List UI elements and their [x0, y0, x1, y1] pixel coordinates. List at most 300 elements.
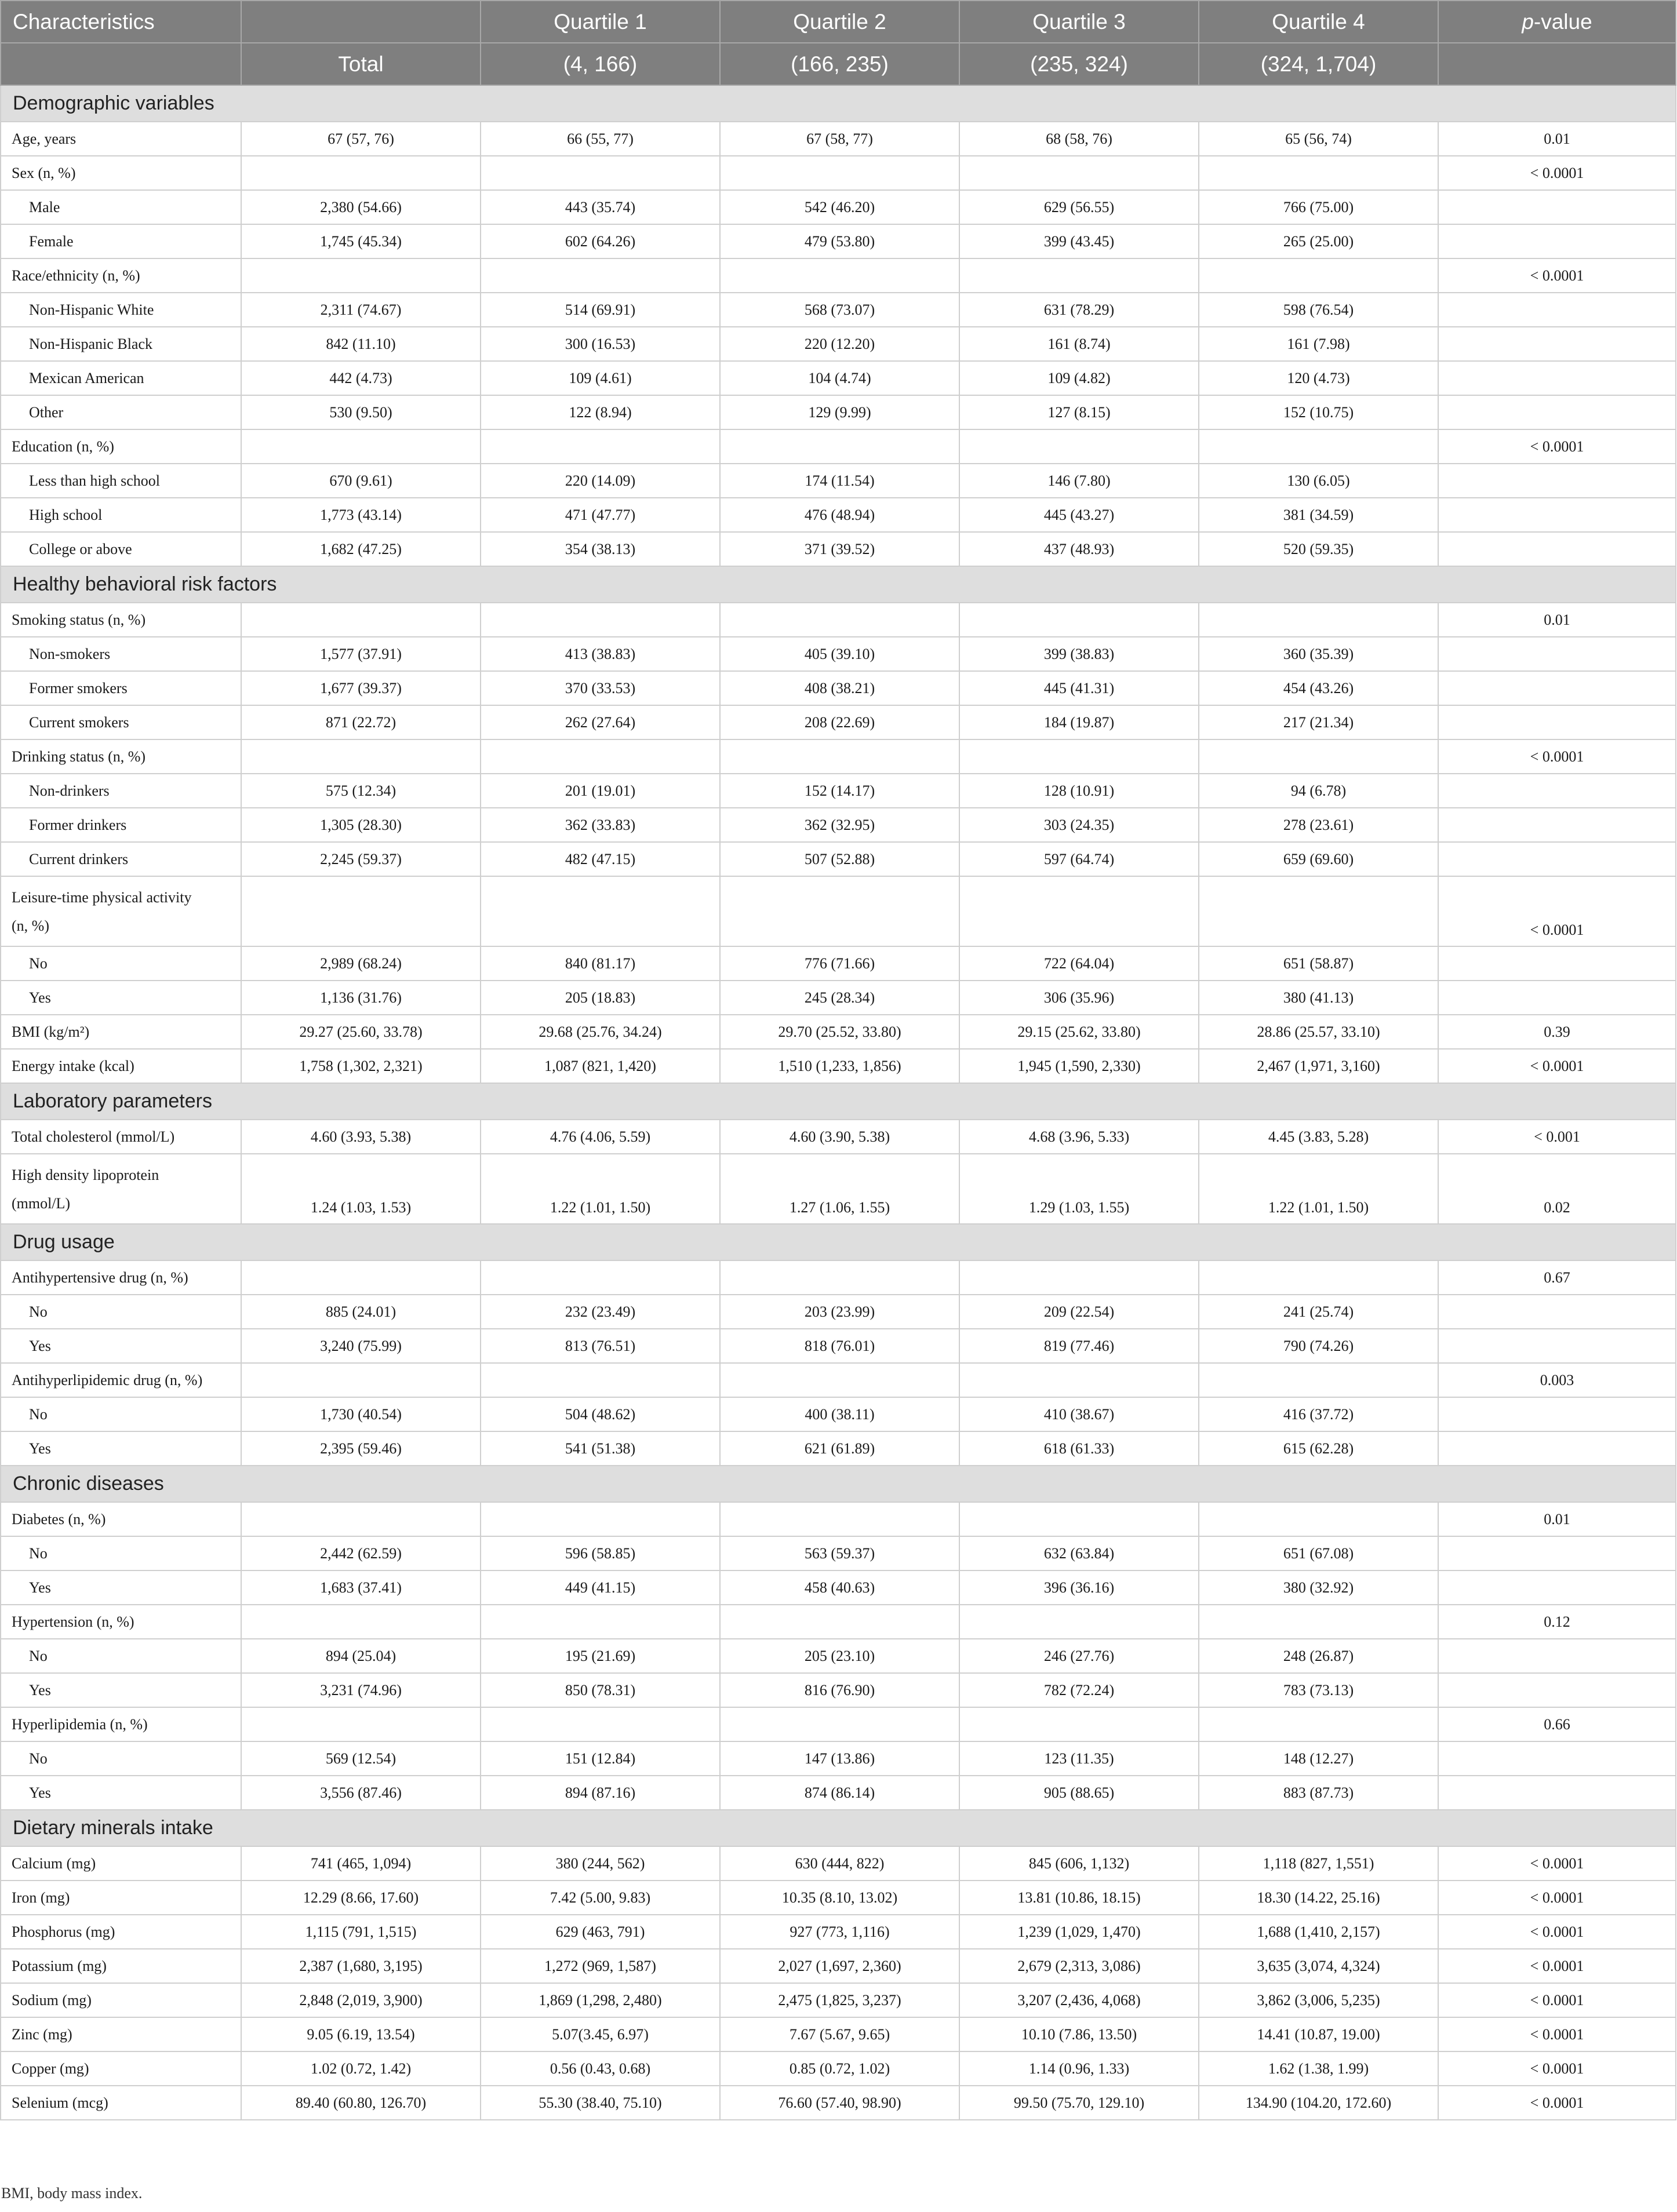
- cell-pvalue: [1438, 637, 1676, 671]
- cell-quartile-4: [1199, 429, 1438, 464]
- cell-quartile-1: [481, 429, 720, 464]
- table-row: [1, 1397, 1676, 1431]
- cell-quartile-1: 1,869 (1,298, 2,480): [481, 1983, 720, 2017]
- cell-total: [241, 1707, 481, 1741]
- cell-quartile-3: 399 (43.45): [959, 224, 1199, 258]
- table-row: [1, 464, 1676, 498]
- row-label: Education (n, %): [1, 429, 241, 464]
- section-row: [1, 1810, 1676, 1846]
- cell-pvalue: < 0.0001: [1438, 429, 1676, 464]
- cell-total: 1,682 (47.25): [241, 532, 481, 566]
- cell-quartile-3: 246 (27.76): [959, 1639, 1199, 1673]
- cell-pvalue: [1438, 981, 1676, 1015]
- cell-total: 575 (12.34): [241, 774, 481, 808]
- cell-quartile-2: 2,027 (1,697, 2,360): [720, 1949, 959, 1983]
- cell-quartile-1: 4.76 (4.06, 5.59): [481, 1120, 720, 1154]
- cell-quartile-2: 152 (14.17): [720, 774, 959, 808]
- table-row: [1, 1915, 1676, 1949]
- cell-quartile-4: 278 (23.61): [1199, 808, 1438, 842]
- row-label: Mexican American: [1, 361, 241, 395]
- cell-total: 29.27 (25.60, 33.78): [241, 1015, 481, 1049]
- cell-quartile-4: 380 (41.13): [1199, 981, 1438, 1015]
- cell-quartile-3: 99.50 (75.70, 129.10): [959, 2086, 1199, 2120]
- row-label: Female: [1, 224, 241, 258]
- cell-total: 2,311 (74.67): [241, 293, 481, 327]
- cell-quartile-4: [1199, 1707, 1438, 1741]
- cell-quartile-3: 629 (56.55): [959, 190, 1199, 224]
- cell-quartile-2: [720, 1363, 959, 1397]
- cell-quartile-2: [720, 1502, 959, 1536]
- cell-quartile-1: 596 (58.85): [481, 1536, 720, 1570]
- row-label: Hypertension (n, %): [1, 1605, 241, 1639]
- cell-quartile-3: 1,945 (1,590, 2,330): [959, 1049, 1199, 1083]
- cell-total: 885 (24.01): [241, 1295, 481, 1329]
- cell-quartile-4: 265 (25.00): [1199, 224, 1438, 258]
- cell-pvalue: < 0.0001: [1438, 1881, 1676, 1915]
- cell-quartile-4: 120 (4.73): [1199, 361, 1438, 395]
- table-row: [1, 808, 1676, 842]
- cell-quartile-4: [1199, 1260, 1438, 1295]
- cell-quartile-1: 232 (23.49): [481, 1295, 720, 1329]
- row-label: No: [1, 946, 241, 981]
- cell-total: 1,773 (43.14): [241, 498, 481, 532]
- cell-quartile-4: 615 (62.28): [1199, 1431, 1438, 1466]
- cell-quartile-2: 76.60 (57.40, 98.90): [720, 2086, 959, 2120]
- cell-total: 530 (9.50): [241, 395, 481, 429]
- cell-quartile-1: 220 (14.09): [481, 464, 720, 498]
- cell-quartile-1: 122 (8.94): [481, 395, 720, 429]
- table-row: [1, 1431, 1676, 1466]
- cell-quartile-2: 104 (4.74): [720, 361, 959, 395]
- cell-quartile-4: 14.41 (10.87, 19.00): [1199, 2017, 1438, 2051]
- cell-quartile-3: 782 (72.24): [959, 1673, 1199, 1707]
- cell-quartile-4: 651 (58.87): [1199, 946, 1438, 981]
- cell-quartile-4: 1,118 (827, 1,551): [1199, 1846, 1438, 1881]
- table-body: [1, 85, 1676, 2120]
- section-heading: Laboratory parameters: [1, 1083, 1676, 1120]
- cell-total: 1,683 (37.41): [241, 1570, 481, 1605]
- cell-quartile-3: 4.68 (3.96, 5.33): [959, 1120, 1199, 1154]
- table-row: [1, 1673, 1676, 1707]
- cell-quartile-3: 306 (35.96): [959, 981, 1199, 1015]
- cell-quartile-2: [720, 876, 959, 946]
- cell-total: 4.60 (3.93, 5.38): [241, 1120, 481, 1154]
- cell-total: 3,240 (75.99): [241, 1329, 481, 1363]
- cell-quartile-4: [1199, 258, 1438, 293]
- cell-pvalue: [1438, 946, 1676, 981]
- cell-quartile-3: [959, 429, 1199, 464]
- cell-quartile-1: 151 (12.84): [481, 1741, 720, 1776]
- cell-quartile-3: 209 (22.54): [959, 1295, 1199, 1329]
- cell-quartile-3: 597 (64.74): [959, 842, 1199, 876]
- table-row: [1, 1295, 1676, 1329]
- cell-quartile-1: [481, 258, 720, 293]
- section-row: [1, 1083, 1676, 1120]
- header-quartile-2-range: (166, 235): [720, 43, 959, 85]
- cell-quartile-2: 563 (59.37): [720, 1536, 959, 1570]
- cell-total: 1.24 (1.03, 1.53): [241, 1154, 481, 1224]
- header-quartile-4-range: (324, 1,704): [1199, 43, 1438, 85]
- cell-quartile-4: 152 (10.75): [1199, 395, 1438, 429]
- section-row: [1, 85, 1676, 122]
- table-row: [1, 1049, 1676, 1083]
- row-label-line-1: Leisure-time physical activity: [12, 888, 192, 906]
- cell-total: 670 (9.61): [241, 464, 481, 498]
- table-row: [1, 293, 1676, 327]
- cell-quartile-3: [959, 1502, 1199, 1536]
- table-row: [1, 327, 1676, 361]
- table-row: [1, 2086, 1676, 2120]
- cell-quartile-2: 205 (23.10): [720, 1639, 959, 1673]
- cell-quartile-1: [481, 739, 720, 774]
- cell-quartile-2: 7.67 (5.67, 9.65): [720, 2017, 959, 2051]
- cell-pvalue: < 0.0001: [1438, 739, 1676, 774]
- row-label: Hyperlipidemia (n, %): [1, 1707, 241, 1741]
- cell-quartile-2: 1,510 (1,233, 1,856): [720, 1049, 959, 1083]
- cell-quartile-2: [720, 603, 959, 637]
- cell-quartile-4: [1199, 1605, 1438, 1639]
- cell-total: 9.05 (6.19, 13.54): [241, 2017, 481, 2051]
- cell-quartile-4: 790 (74.26): [1199, 1329, 1438, 1363]
- row-label: Non-Hispanic White: [1, 293, 241, 327]
- cell-pvalue: < 0.0001: [1438, 258, 1676, 293]
- cell-total: 2,442 (62.59): [241, 1536, 481, 1570]
- row-label: Iron (mg): [1, 1881, 241, 1915]
- section-row: [1, 1466, 1676, 1502]
- cell-quartile-1: 29.68 (25.76, 34.24): [481, 1015, 720, 1049]
- cell-quartile-1: 602 (64.26): [481, 224, 720, 258]
- cell-pvalue: [1438, 1329, 1676, 1363]
- cell-pvalue: [1438, 705, 1676, 739]
- header-pvalue-italic: p: [1522, 9, 1534, 34]
- cell-quartile-3: 905 (88.65): [959, 1776, 1199, 1810]
- table-row: [1, 671, 1676, 705]
- row-label: High school: [1, 498, 241, 532]
- table-header: [1, 1, 1676, 85]
- row-label: No: [1, 1536, 241, 1570]
- row-label: Current smokers: [1, 705, 241, 739]
- cell-quartile-4: 1,688 (1,410, 2,157): [1199, 1915, 1438, 1949]
- row-label: Yes: [1, 1673, 241, 1707]
- cell-total: 871 (22.72): [241, 705, 481, 739]
- cell-quartile-2: 0.85 (0.72, 1.02): [720, 2051, 959, 2086]
- cell-quartile-1: 380 (244, 562): [481, 1846, 720, 1881]
- cell-quartile-1: 894 (87.16): [481, 1776, 720, 1810]
- table-row: [1, 774, 1676, 808]
- cell-pvalue: 0.66: [1438, 1707, 1676, 1741]
- cell-quartile-2: 479 (53.80): [720, 224, 959, 258]
- cell-quartile-3: 2,679 (2,313, 3,086): [959, 1949, 1199, 1983]
- cell-pvalue: [1438, 464, 1676, 498]
- cell-total: 1,758 (1,302, 2,321): [241, 1049, 481, 1083]
- cell-quartile-4: 148 (12.27): [1199, 1741, 1438, 1776]
- table-row: [1, 258, 1676, 293]
- cell-pvalue: [1438, 190, 1676, 224]
- table-row: [1, 637, 1676, 671]
- cell-total: 2,989 (68.24): [241, 946, 481, 981]
- cell-pvalue: [1438, 532, 1676, 566]
- cell-quartile-2: 129 (9.99): [720, 395, 959, 429]
- table-row: [1, 224, 1676, 258]
- header-total-blank: [241, 1, 481, 43]
- cell-quartile-4: 28.86 (25.57, 33.10): [1199, 1015, 1438, 1049]
- cell-quartile-3: 10.10 (7.86, 13.50): [959, 2017, 1199, 2051]
- cell-quartile-1: 201 (19.01): [481, 774, 720, 808]
- cell-quartile-4: 241 (25.74): [1199, 1295, 1438, 1329]
- row-label: BMI (kg/m²): [1, 1015, 241, 1049]
- cell-quartile-1: 109 (4.61): [481, 361, 720, 395]
- cell-quartile-1: [481, 1707, 720, 1741]
- cell-quartile-3: [959, 1707, 1199, 1741]
- cell-pvalue: 0.01: [1438, 1502, 1676, 1536]
- table-row: [1, 1570, 1676, 1605]
- row-label: Yes: [1, 981, 241, 1015]
- section-heading: Healthy behavioral risk factors: [1, 566, 1676, 603]
- cell-quartile-3: 445 (43.27): [959, 498, 1199, 532]
- cell-pvalue: 0.02: [1438, 1154, 1676, 1224]
- cell-quartile-4: 134.90 (104.20, 172.60): [1199, 2086, 1438, 2120]
- cell-quartile-3: 632 (63.84): [959, 1536, 1199, 1570]
- cell-total: [241, 739, 481, 774]
- table-row: [1, 498, 1676, 532]
- cell-quartile-3: 127 (8.15): [959, 395, 1199, 429]
- cell-pvalue: < 0.0001: [1438, 2051, 1676, 2086]
- cell-quartile-3: 128 (10.91): [959, 774, 1199, 808]
- cell-quartile-3: 161 (8.74): [959, 327, 1199, 361]
- row-label: Age, years: [1, 122, 241, 156]
- cell-quartile-1: 300 (16.53): [481, 327, 720, 361]
- cell-pvalue: < 0.0001: [1438, 1846, 1676, 1881]
- cell-pvalue: [1438, 1741, 1676, 1776]
- row-label: Antihyperlipidemic drug (n, %): [1, 1363, 241, 1397]
- cell-quartile-2: 1.27 (1.06, 1.55): [720, 1154, 959, 1224]
- cell-quartile-4: 65 (56, 74): [1199, 122, 1438, 156]
- cell-quartile-1: 514 (69.91): [481, 293, 720, 327]
- cell-quartile-2: 507 (52.88): [720, 842, 959, 876]
- cell-quartile-2: 927 (773, 1,116): [720, 1915, 959, 1949]
- row-label: No: [1, 1295, 241, 1329]
- table-row: [1, 156, 1676, 190]
- cell-quartile-2: 371 (39.52): [720, 532, 959, 566]
- cell-quartile-3: 399 (38.83): [959, 637, 1199, 671]
- row-label: Other: [1, 395, 241, 429]
- cell-quartile-4: [1199, 603, 1438, 637]
- cell-quartile-3: 722 (64.04): [959, 946, 1199, 981]
- cell-quartile-1: 504 (48.62): [481, 1397, 720, 1431]
- cell-pvalue: 0.003: [1438, 1363, 1676, 1397]
- row-label: Calcium (mg): [1, 1846, 241, 1881]
- cell-quartile-2: 4.60 (3.90, 5.38): [720, 1120, 959, 1154]
- cell-quartile-1: 1,087 (821, 1,420): [481, 1049, 720, 1083]
- cell-quartile-4: 1.62 (1.38, 1.99): [1199, 2051, 1438, 2086]
- table-row: [1, 1707, 1676, 1741]
- cell-pvalue: [1438, 293, 1676, 327]
- cell-quartile-2: 405 (39.10): [720, 637, 959, 671]
- table-row: [1, 1741, 1676, 1776]
- cell-total: [241, 1502, 481, 1536]
- row-label: Sex (n, %): [1, 156, 241, 190]
- cell-quartile-4: 651 (67.08): [1199, 1536, 1438, 1570]
- cell-quartile-3: [959, 1260, 1199, 1295]
- cell-quartile-3: [959, 156, 1199, 190]
- cell-quartile-1: 354 (38.13): [481, 532, 720, 566]
- cell-quartile-1: [481, 1502, 720, 1536]
- table-row: [1, 1605, 1676, 1639]
- table-row: [1, 1983, 1676, 2017]
- cell-quartile-3: [959, 603, 1199, 637]
- cell-quartile-1: [481, 603, 720, 637]
- table-row: [1, 1536, 1676, 1570]
- header-quartile-3: Quartile 3: [959, 1, 1199, 43]
- cell-total: 1,136 (31.76): [241, 981, 481, 1015]
- cell-pvalue: < 0.001: [1438, 1120, 1676, 1154]
- cell-pvalue: [1438, 1673, 1676, 1707]
- cell-quartile-2: 245 (28.34): [720, 981, 959, 1015]
- cell-quartile-1: 7.42 (5.00, 9.83): [481, 1881, 720, 1915]
- header-characteristics: Characteristics: [1, 1, 241, 43]
- row-label: Yes: [1, 1776, 241, 1810]
- row-label-line-2: (n, %): [12, 917, 49, 934]
- row-label: Non-drinkers: [1, 774, 241, 808]
- row-label: Former smokers: [1, 671, 241, 705]
- row-label: Phosphorus (mg): [1, 1915, 241, 1949]
- cell-quartile-4: 783 (73.13): [1199, 1673, 1438, 1707]
- cell-quartile-3: 1,239 (1,029, 1,470): [959, 1915, 1199, 1949]
- table-row: [1, 842, 1676, 876]
- cell-quartile-2: 147 (13.86): [720, 1741, 959, 1776]
- cell-quartile-1: [481, 1260, 720, 1295]
- table-row: [1, 1776, 1676, 1810]
- cell-total: 2,387 (1,680, 3,195): [241, 1949, 481, 1983]
- row-label: Potassium (mg): [1, 1949, 241, 1983]
- section-heading: Drug usage: [1, 1224, 1676, 1260]
- cell-total: [241, 156, 481, 190]
- cell-quartile-2: 29.70 (25.52, 33.80): [720, 1015, 959, 1049]
- cell-quartile-2: [720, 258, 959, 293]
- cell-quartile-2: 67 (58, 77): [720, 122, 959, 156]
- cell-quartile-1: 0.56 (0.43, 0.68): [481, 2051, 720, 2086]
- cell-quartile-1: 1,272 (969, 1,587): [481, 1949, 720, 1983]
- table-row: [1, 1949, 1676, 1983]
- row-label: Male: [1, 190, 241, 224]
- table-row: [1, 1363, 1676, 1397]
- cell-quartile-4: 4.45 (3.83, 5.28): [1199, 1120, 1438, 1154]
- cell-quartile-3: 819 (77.46): [959, 1329, 1199, 1363]
- cell-pvalue: [1438, 842, 1676, 876]
- cell-pvalue: [1438, 224, 1676, 258]
- cell-quartile-3: 1.14 (0.96, 1.33): [959, 2051, 1199, 2086]
- cell-quartile-1: 449 (41.15): [481, 1570, 720, 1605]
- cell-quartile-4: [1199, 1502, 1438, 1536]
- header-quartile-1-range: (4, 166): [481, 43, 720, 85]
- table-row: [1, 190, 1676, 224]
- row-label: Sodium (mg): [1, 1983, 241, 2017]
- cell-quartile-2: 208 (22.69): [720, 705, 959, 739]
- cell-total: 741 (465, 1,094): [241, 1846, 481, 1881]
- cell-total: 3,556 (87.46): [241, 1776, 481, 1810]
- cell-total: [241, 876, 481, 946]
- cell-quartile-3: 1.29 (1.03, 1.55): [959, 1154, 1199, 1224]
- cell-quartile-2: 621 (61.89): [720, 1431, 959, 1466]
- cell-quartile-1: [481, 1605, 720, 1639]
- cell-quartile-2: 476 (48.94): [720, 498, 959, 532]
- cell-total: 1,730 (40.54): [241, 1397, 481, 1431]
- cell-quartile-2: [720, 1707, 959, 1741]
- row-label: Race/ethnicity (n, %): [1, 258, 241, 293]
- cell-quartile-4: [1199, 739, 1438, 774]
- table-row: [1, 1260, 1676, 1295]
- cell-pvalue: [1438, 1431, 1676, 1466]
- cell-quartile-2: 400 (38.11): [720, 1397, 959, 1431]
- cell-quartile-2: 542 (46.20): [720, 190, 959, 224]
- cell-quartile-4: 1.22 (1.01, 1.50): [1199, 1154, 1438, 1224]
- cell-pvalue: < 0.0001: [1438, 156, 1676, 190]
- cell-total: 12.29 (8.66, 17.60): [241, 1881, 481, 1915]
- cell-quartile-1: [481, 156, 720, 190]
- cell-pvalue: [1438, 327, 1676, 361]
- cell-quartile-3: 123 (11.35): [959, 1741, 1199, 1776]
- table-row: [1, 1639, 1676, 1673]
- cell-quartile-1: 413 (38.83): [481, 637, 720, 671]
- cell-quartile-3: [959, 1363, 1199, 1397]
- row-label: Yes: [1, 1570, 241, 1605]
- cell-quartile-3: 303 (24.35): [959, 808, 1199, 842]
- cell-quartile-2: [720, 739, 959, 774]
- cell-pvalue: [1438, 1776, 1676, 1810]
- cell-quartile-2: 2,475 (1,825, 3,237): [720, 1983, 959, 2017]
- cell-total: 1,305 (28.30): [241, 808, 481, 842]
- table-row: [1, 1120, 1676, 1154]
- table-row: [1, 1502, 1676, 1536]
- cell-total: [241, 258, 481, 293]
- cell-pvalue: < 0.0001: [1438, 1915, 1676, 1949]
- row-label: Diabetes (n, %): [1, 1502, 241, 1536]
- table-row: [1, 1015, 1676, 1049]
- cell-quartile-2: 10.35 (8.10, 13.02): [720, 1881, 959, 1915]
- cell-pvalue: < 0.0001: [1438, 1949, 1676, 1983]
- cell-quartile-4: 161 (7.98): [1199, 327, 1438, 361]
- cell-total: 2,380 (54.66): [241, 190, 481, 224]
- cell-total: 894 (25.04): [241, 1639, 481, 1673]
- table-row: [1, 2017, 1676, 2051]
- table-row: [1, 361, 1676, 395]
- cell-quartile-3: 845 (606, 1,132): [959, 1846, 1199, 1881]
- cell-total: 3,231 (74.96): [241, 1673, 481, 1707]
- cell-pvalue: [1438, 498, 1676, 532]
- cell-quartile-1: 205 (18.83): [481, 981, 720, 1015]
- cell-quartile-3: 184 (19.87): [959, 705, 1199, 739]
- row-label: Less than high school: [1, 464, 241, 498]
- section-heading: Chronic diseases: [1, 1466, 1676, 1502]
- cell-total: [241, 1260, 481, 1295]
- cell-pvalue: [1438, 1570, 1676, 1605]
- table-row: [1, 739, 1676, 774]
- table-row: [1, 429, 1676, 464]
- cell-total: 842 (11.10): [241, 327, 481, 361]
- cell-quartile-3: [959, 876, 1199, 946]
- cell-quartile-3: 410 (38.67): [959, 1397, 1199, 1431]
- cell-quartile-2: 568 (73.07): [720, 293, 959, 327]
- header-row-labels: [1, 1, 1676, 43]
- cell-quartile-3: 396 (36.16): [959, 1570, 1199, 1605]
- cell-quartile-3: 146 (7.80): [959, 464, 1199, 498]
- row-label: Antihypertensive drug (n, %): [1, 1260, 241, 1295]
- section-heading: Demographic variables: [1, 85, 1676, 122]
- cell-pvalue: < 0.0001: [1438, 1983, 1676, 2017]
- row-label: Current drinkers: [1, 842, 241, 876]
- header-quartile-1: Quartile 1: [481, 1, 720, 43]
- cell-quartile-3: 13.81 (10.86, 18.15): [959, 1881, 1199, 1915]
